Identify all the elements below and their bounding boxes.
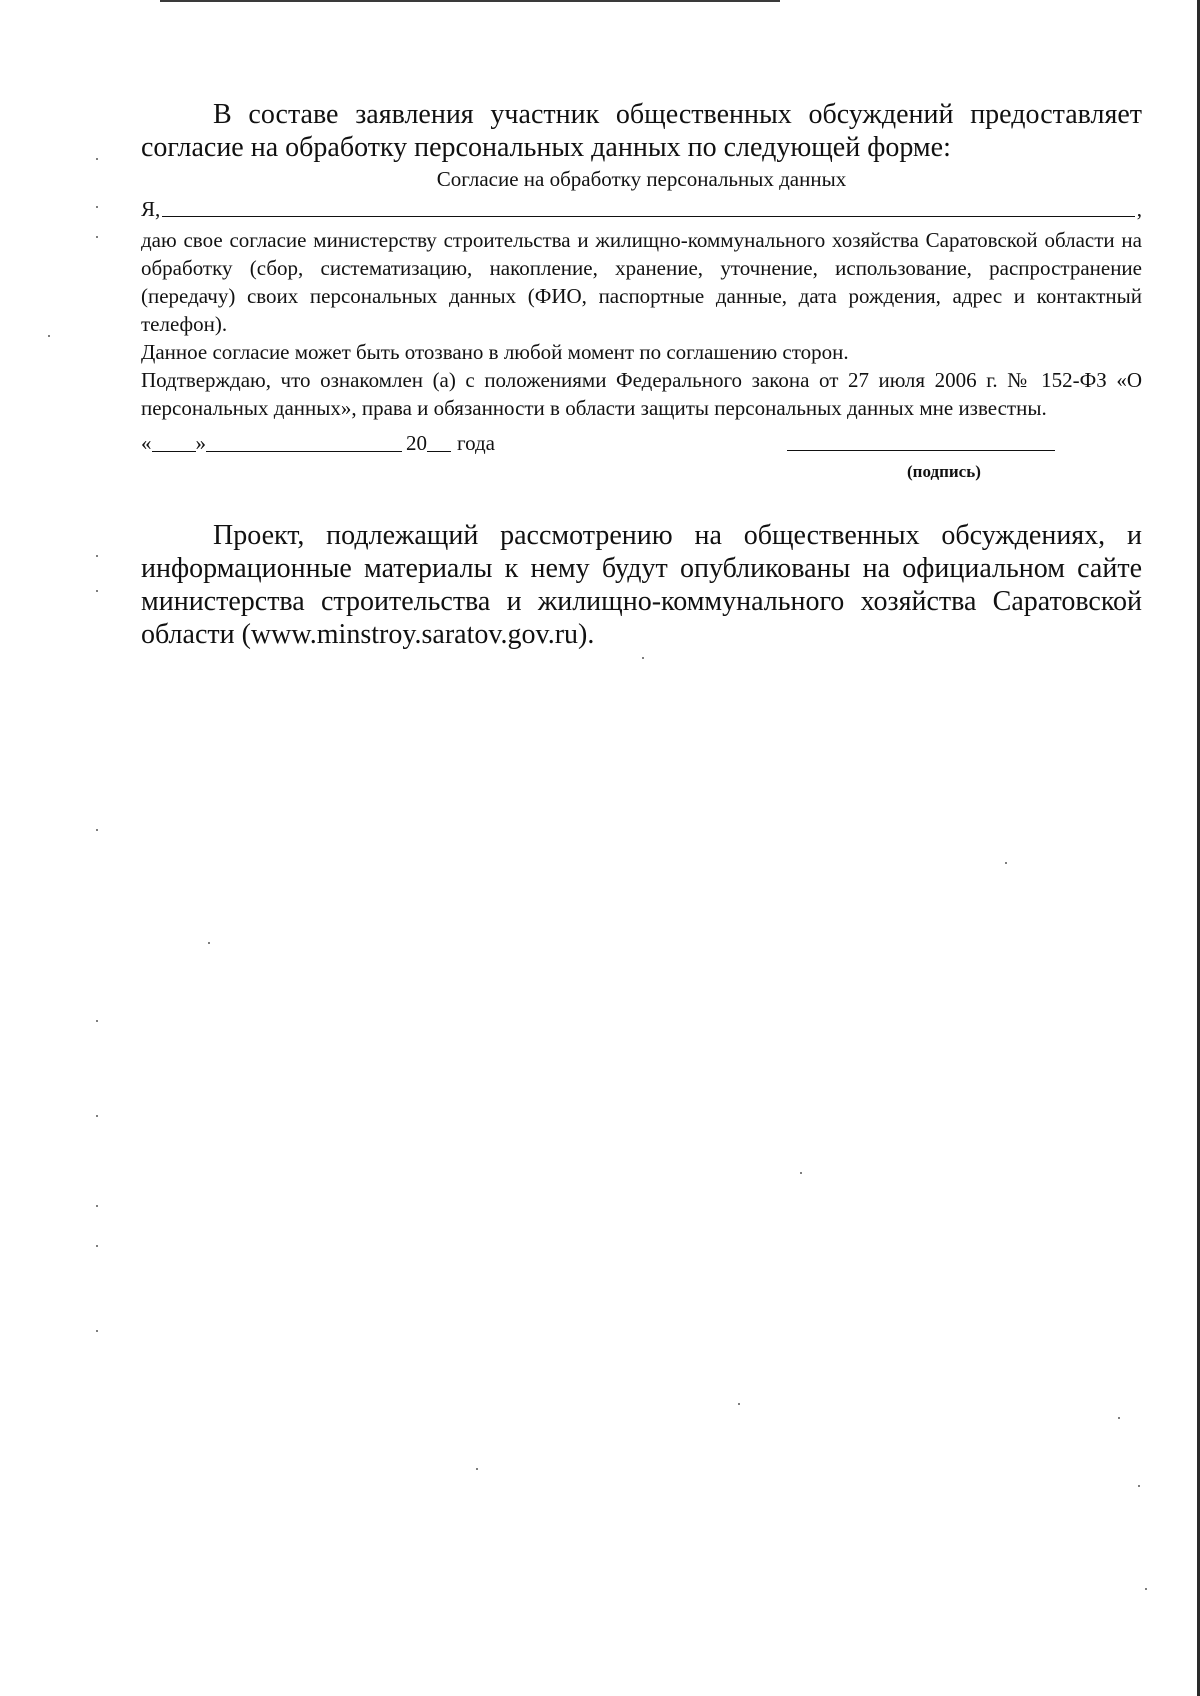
consent-paragraph: даю свое согласие министерству строительства и жилищно-коммунального хозяйства Саратовской области на обработку (сбор, систематизацию, накопление, хранение, уточнение, использование, распространение (передачу) своих персональных данных (ФИО, паспортные данные, дата рождения, адрес и контактный телефон). [141, 228, 1142, 336]
scan-speck [48, 335, 50, 337]
date-field [141, 428, 495, 456]
scan-top-edge [160, 0, 780, 2]
date-open-quote: « [141, 431, 152, 455]
scan-speck [96, 1020, 98, 1022]
scan-speck [96, 1245, 98, 1247]
scan-speck [738, 1403, 740, 1405]
scan-speck [96, 590, 98, 592]
scan-speck [1118, 1417, 1120, 1419]
year-blank [427, 429, 451, 452]
scan-speck [96, 1205, 98, 1207]
consent-form-title: Согласие на обработку персональных данных [436, 167, 847, 191]
document-body [141, 98, 1142, 651]
scan-speck [208, 942, 210, 944]
scan-speck [1145, 1588, 1147, 1590]
scan-speck [642, 657, 644, 659]
scan-speck [96, 206, 98, 208]
date-signature-row [141, 428, 1142, 488]
confirmation-paragraph: Подтверждаю, что ознакомлен (а) с положениями Федерального закона от 27 июля 2006 г. № 152-ФЗ «О персональных данных», права и обязанности в области защиты персональных данных мне известны. [141, 368, 1142, 420]
date-close-quote: » [195, 431, 206, 455]
scan-speck [1138, 1485, 1140, 1487]
signature-line [787, 450, 1055, 451]
scan-speck [96, 158, 98, 160]
year-prefix: 20 [406, 431, 427, 455]
scan-speck [96, 829, 98, 831]
name-label: Я, [141, 197, 161, 221]
consent-text-block [141, 226, 1142, 422]
intro-paragraph: В составе заявления участник общественных обсуждений предоставляет согласие на обработку персональных данных по следующей форме: [141, 99, 1142, 163]
signature-label: (подпись) [907, 462, 981, 481]
scan-speck [96, 555, 98, 557]
name-line-comma: , [1136, 197, 1142, 221]
day-blank [152, 429, 196, 452]
scan-speck [800, 1172, 802, 1174]
revocation-paragraph: Данное согласие может быть отозвано в любой момент по соглашению сторон. [141, 340, 849, 364]
scan-speck [476, 1468, 478, 1470]
scan-speck [96, 236, 98, 238]
year-suffix: года [457, 431, 495, 455]
scan-speck [1005, 862, 1007, 864]
scan-speck [96, 1330, 98, 1332]
project-paragraph: Проект, подлежащий рассмотрению на общественных обсуждениях, и информационные материалы к нему будут опубликованы на официальном сайте министерства строительства и жилищно-коммунального хозяйства Саратовской области (www.minstroy.saratov.gov.ru). [141, 520, 1142, 650]
name-blank-line [162, 216, 1134, 217]
name-line [141, 196, 1142, 222]
month-blank [206, 429, 402, 452]
scan-speck [96, 1115, 98, 1117]
